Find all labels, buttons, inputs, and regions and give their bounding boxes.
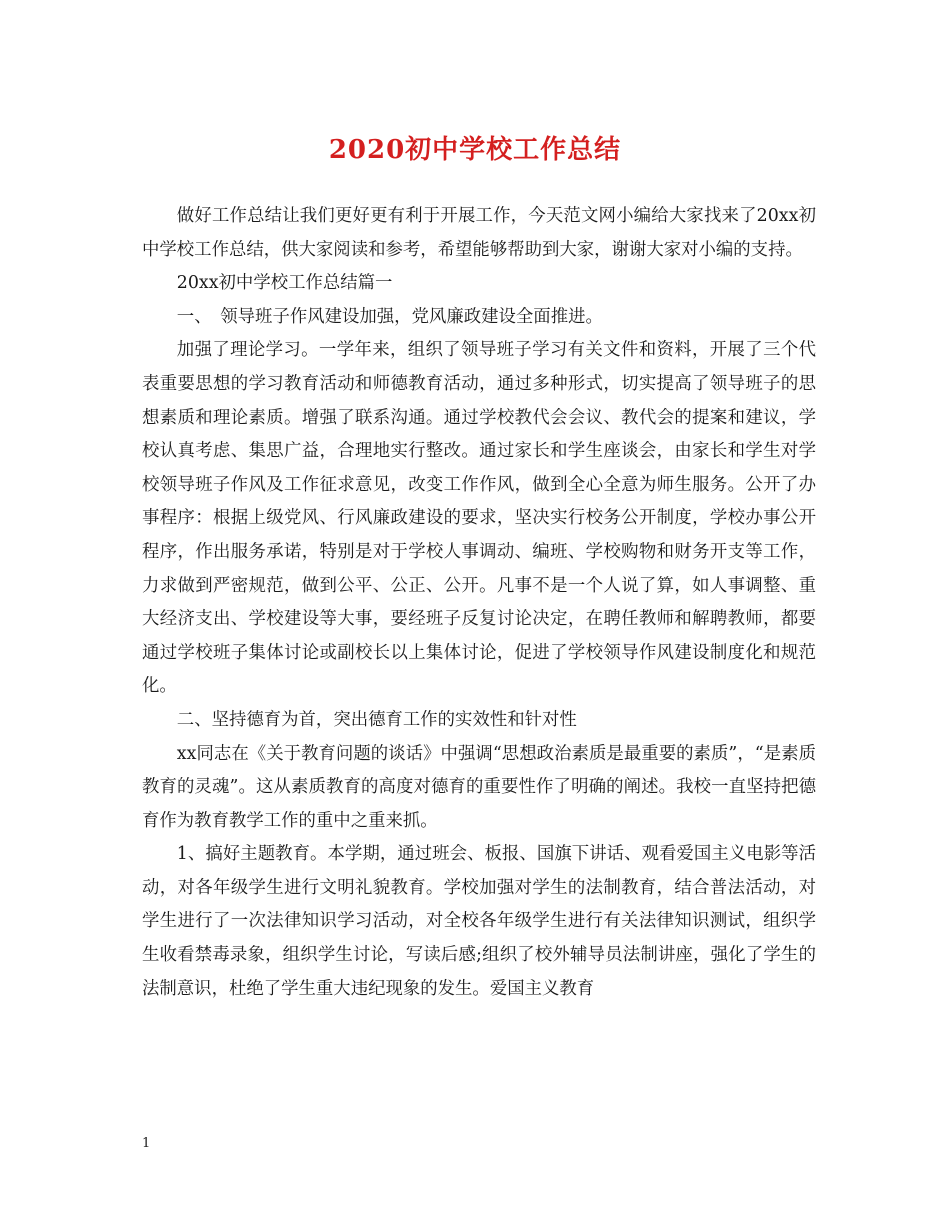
subsection-heading: 一、 领导班子作风建设加强，党风廉政建设全面推进。 [176,306,603,327]
page-number: 1 [142,1136,151,1151]
document-body [142,200,816,1006]
body-paragraph: 1、搞好主题教育。本学期，通过班会、板报、国旗下讲话、观看爱国主义电影等活动，对各年级学生进行文明礼貌教育。学校加强对学生的法制教育，结合普法活动，对学生进行了一次法律知识学习活动，对全校各年级学生进行有关法律知识测试，组织学生收看禁毒录象，组织学生讨论，写读后感;组织了校外辅导员法制讲座，强化了学生的法制意识，杜绝了学生重大违纪现象的发生。爱国主义教育 [142,844,816,999]
document-title: 2020初中学校工作总结 [328,135,622,165]
intro-paragraph: 做好工作总结让我们更好更有利于开展工作，今天范文网小编给大家找来了20xx初中学校工作总结，供大家阅读和参考，希望能够帮助到大家，谢谢大家对小编的支持。 [142,206,816,260]
section-heading: 20xx初中学校工作总结篇一 [176,273,393,294]
body-paragraph: xx同志在《关于教育问题的谈话》中强调“思想政治素质是最重要的素质”，“是素质教育的灵魂”。这从素质教育的高度对德育的重要性作了明确的阐述。我校一直坚持把德育作为教育教学工作的重中之重来抓。 [142,743,816,831]
body-paragraph: 加强了理论学习。一学年来，组织了领导班子学习有关文件和资料，开展了三个代表重要思想的学习教育活动和师德教育活动，通过多种形式，切实提高了领导班子的思想素质和理论素质。增强了联系沟通。通过学校教代会会议、教代会的提案和建议，学校认真考虑、集思广益，合理地实行整改。通过家长和学生座谈会，由家长和学生对学校领导班子作风及工作征求意见，改变工作作风，做到全心全意为师生服务。公开了办事程序：根据上级党风、行风廉政建设的要求，坚决实行校务公开制度，学校办事公开程序，作出服务承诺，特别是对于学校人事调动、编班、学校购物和财务开支等工作，力求做到严密规范，做到公平、公正、公开。凡事不是一个人说了算，如人事调整、重大经济支出、学校建设等大事，要经班子反复讨论决定，在聘任教师和解聘教师，都要通过学校班子集体讨论或副校长以上集体讨论，促进了学校领导作风建设制度化和规范化。 [142,340,816,697]
subsection-heading: 二、坚持德育为首，突出德育工作的实效性和针对性 [176,709,577,730]
